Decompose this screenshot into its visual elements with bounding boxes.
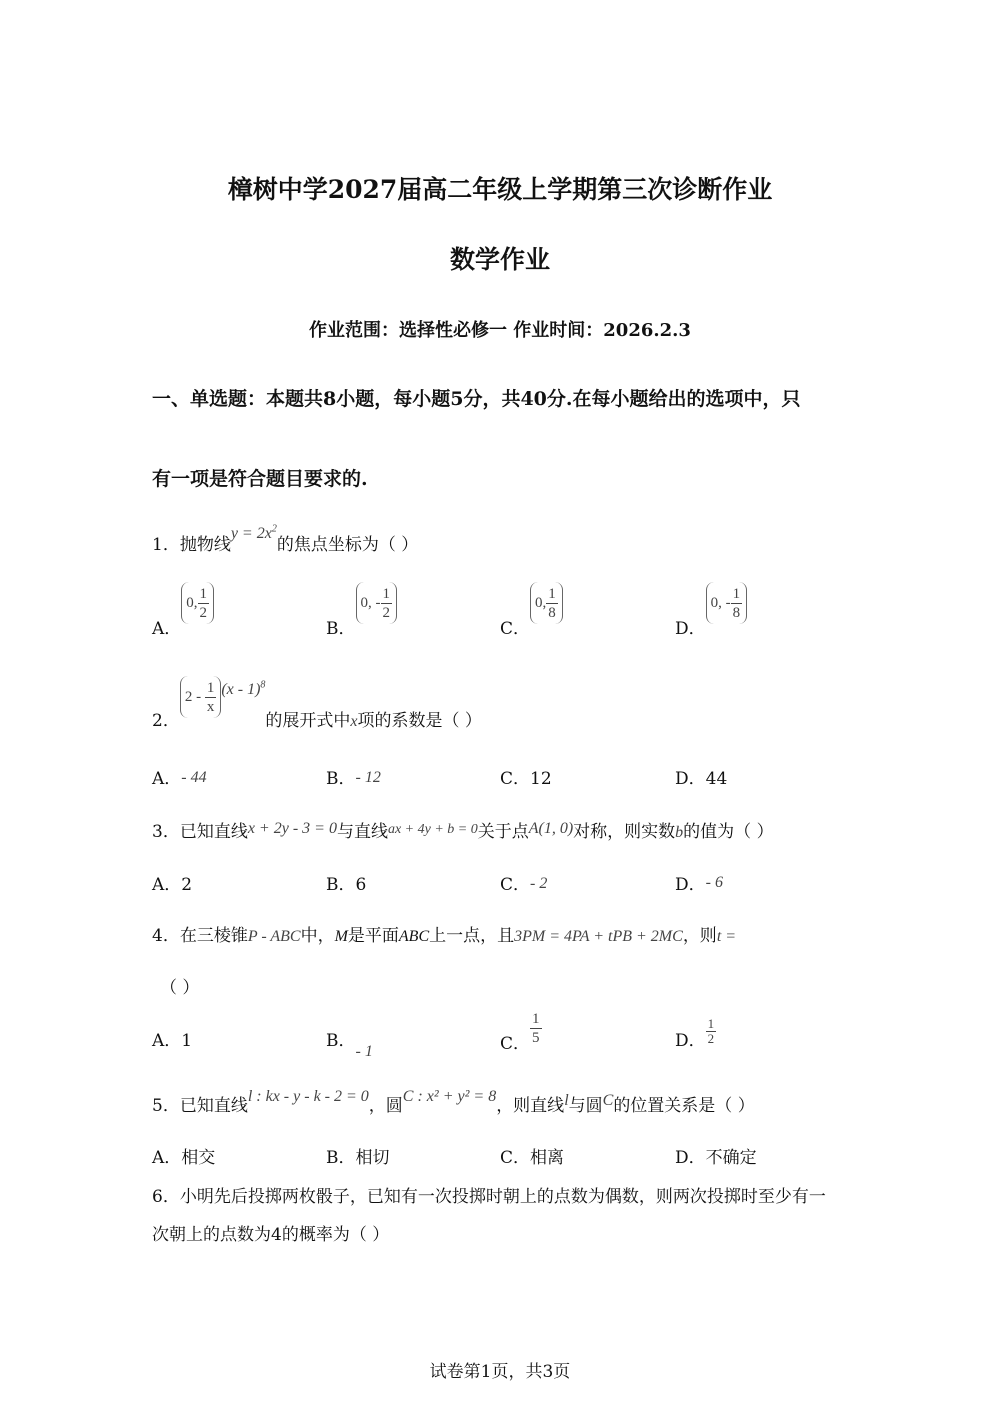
question-4-answer-blank: （ ）	[160, 978, 200, 998]
q2-option-b[interactable]: B．- 12	[326, 769, 381, 789]
question-4: 4．在三棱锥P - ABC中，M是平面ABC上一点，且3PM = 4PA + tPB + 2MC，则t =	[152, 926, 737, 946]
q1-option-b[interactable]: B． 0, - $\frac{1}{2}$	[326, 582, 397, 624]
page-title: 樟树中学2027届高二年级上学期第三次诊断作业	[227, 175, 773, 204]
q3-option-d[interactable]: D．- 6	[675, 874, 723, 895]
question-5: 5．已知直线l : kx - y - k - 2 = 0，圆C : x² + y² = 8，则直线l与圆C的位置关系是（ ）	[152, 1088, 755, 1116]
q1-option-c[interactable]: C． 0, $\frac{1}{8}$	[500, 582, 563, 624]
page-subtitle: 数学作业	[449, 245, 550, 274]
q2-option-c[interactable]: C．12	[500, 769, 552, 789]
q1-prefix: 1．抛物线	[152, 535, 231, 555]
q1-suffix: 的焦点坐标为（ ）	[276, 535, 419, 555]
q5-option-b[interactable]: B．相切	[326, 1148, 390, 1168]
question-2: 2． 2 - $\frac{1}{x}$ (x - 1)$^8$的展开式中x项的系数是（ ）	[152, 676, 482, 718]
q5-option-c[interactable]: C．相离	[500, 1148, 565, 1168]
q3-option-c[interactable]: C．- 2	[500, 875, 548, 895]
q4-option-a[interactable]: A．1	[152, 1031, 193, 1051]
q4-option-d[interactable]: D． $\frac{1}{2}$	[675, 1016, 715, 1051]
q2-paren: 2 - $\frac{1}{x}$	[180, 676, 222, 718]
question-1	[152, 523, 419, 555]
q4-option-b[interactable]: B．- 1	[326, 1031, 373, 1060]
q4-option-c[interactable]: C． $\frac{1}{5}$	[500, 1011, 540, 1054]
q5-option-a[interactable]: A．相交	[152, 1148, 216, 1168]
q1-option-d[interactable]: D． 0, - $\frac{1}{8}$	[675, 582, 747, 624]
question-6-line1: 6．小明先后投掷两枚骰子，已知有一次投掷时朝上的点数为偶数，则两次投掷时至少有一	[152, 1187, 826, 1207]
q5-option-d[interactable]: D．不确定	[675, 1148, 757, 1168]
assignment-scope: 作业范围：选择性必修一 作业时间：2026.2.3	[309, 320, 691, 341]
section-heading-line2: 有一项是符合题目要求的.	[152, 468, 368, 490]
q1-expr: $y = 2x^2$	[230, 523, 277, 542]
question-3: 3．已知直线x + 2y - 3 = 0与直线$^{ax + 4y + b = 0}$关于点A(1, 0)对称，则实数b的值为（ ）	[152, 820, 774, 842]
q1-option-a[interactable]: A． 0, $\frac{1}{2}$	[152, 582, 214, 624]
q3-option-b[interactable]: B．6	[326, 875, 367, 895]
page-footer: 试卷第1页，共3页	[429, 1362, 571, 1382]
q2-option-a[interactable]: A．- 44	[152, 769, 207, 789]
q3-option-a[interactable]: A．2	[152, 875, 193, 895]
q2-option-d[interactable]: D．44	[675, 769, 728, 789]
section-heading-line1: 一、单选题：本题共8小题，每小题5分，共40分.在每小题给出的选项中，只	[152, 388, 801, 410]
question-6-line2: 次朝上的点数为4的概率为（ ）	[152, 1225, 390, 1245]
